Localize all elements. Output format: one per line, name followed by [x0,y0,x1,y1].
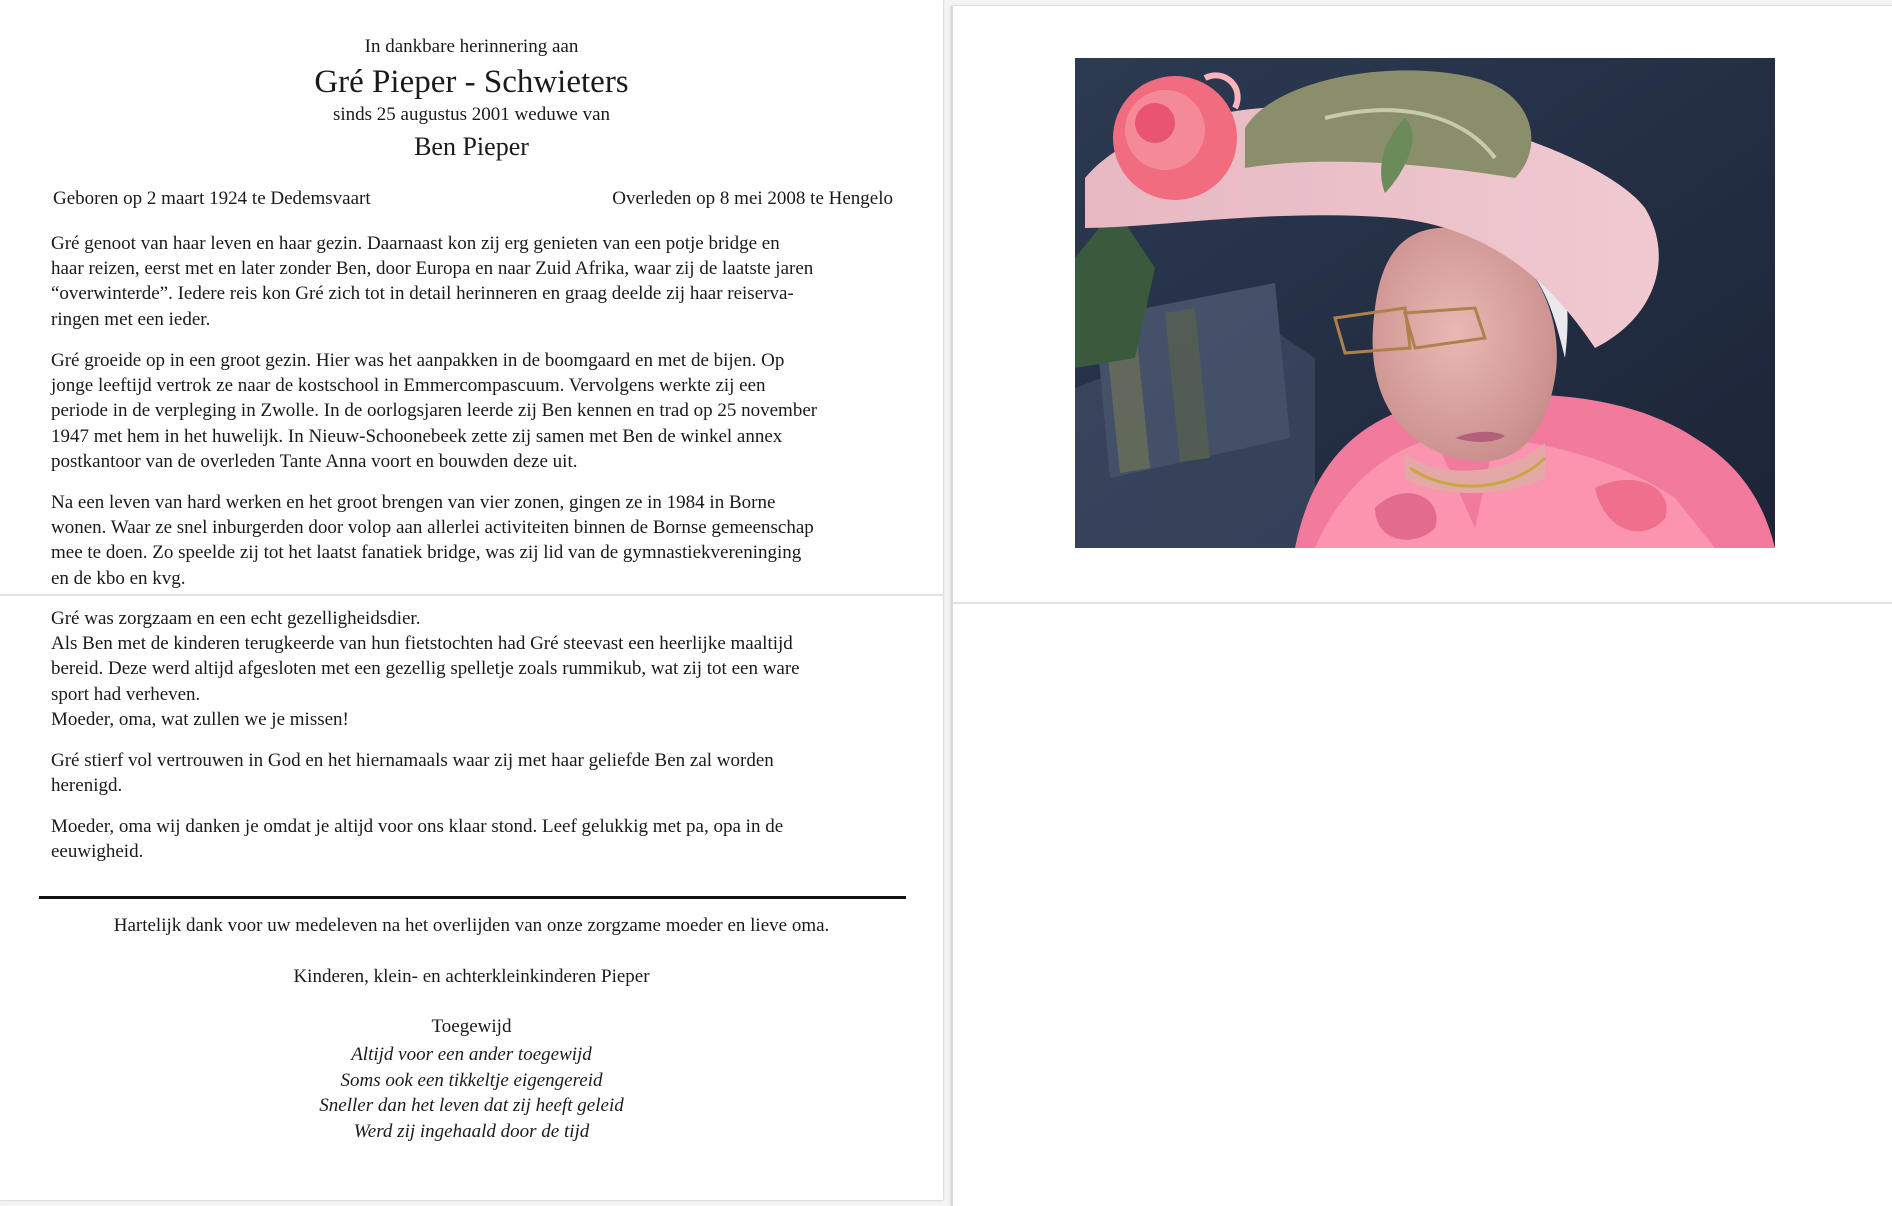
paragraph-line: Moeder, oma wij danken je omdat je altijd voor ons klaar stond. Leef gelukkig met pa, opa in de [51,816,784,837]
poem-line: Werd zij ingehaald door de tijd [353,1120,590,1142]
paragraph-line: postkantoor van de overleden Tante Anna voort en bouwden deze uit. [51,450,578,472]
paragraph-gratitude [51,814,895,864]
fold-line [953,602,1892,604]
paragraph-line: bereid. Deze werd altijd afgesloten met een gezellig spelletje zoals rummikub, wat zij tot een ware [51,658,800,680]
paragraph-line: periode in de verpleging in Zwolle. In de oorlogsjaren leerde zij Ben kennen en trad op 25 november [51,400,818,422]
portrait-photo-icon [1075,58,1775,548]
paragraph-line: 1947 met hem in het huwelijk. In Nieuw-Schoonebeek zette zij samen met Ben de winkel annex [51,425,783,447]
life-dates [53,188,893,210]
memorial-card-text-panel [0,0,943,1200]
memorial-card-photo-panel [951,6,1892,1206]
paragraph-line: Na een leven van hard werken en het groot brengen van vier zonen, gingen ze in 1984 in Borne [51,492,776,513]
paragraph-line: wonen. Waar ze snel inburgerden door volop aan allerlei activiteiten binnen de Bornse gemeenschap [51,517,814,539]
paragraph-line: “overwinterde”. Iedere reis kon Gré zich tot in detail herinneren en graag deelde zij haar reiserva- [51,283,794,305]
paragraph-character [51,606,895,732]
deceased-name: Gré Pieper - Schwieters [314,64,629,100]
paragraph-line: Moeder, oma, wat zullen we je missen! [51,708,349,730]
poem [0,1042,943,1144]
paragraph-line: eeuwigheid. [51,841,144,863]
paragraph-line: ringen met een ieder. [51,308,211,330]
intro-text: In dankbare herinnering aan [364,36,579,57]
paragraph-faith [51,748,895,798]
poem-title: Toegewijd [431,1016,512,1037]
paragraph-line: en de kbo en kvg. [51,567,186,589]
paragraph-line: sport had verheven. [51,683,201,705]
birth-date-text: Geboren op 2 maart 1924 te Dedemsvaart [53,188,371,209]
paragraph-line: jonge leeftijd vertrok ze naar de kostschool in Emmercompascuum. Vervolgens werkte zij een [51,375,766,397]
poem-line: Altijd voor een ander toegewijd [351,1044,592,1065]
paragraph-line: Gré groeide op in een groot gezin. Hier was het aanpakken in de boomgaard en met de bijen. Op [51,350,785,371]
paragraph-borne [51,490,895,591]
family-signature: Kinderen, klein- en achterkleinkinderen Pieper [293,966,650,987]
paragraph-line: mee te doen. Zo speelde zij tot het laatst fanatiek bridge, was zij lid van de gymnastiekvereninging [51,542,802,564]
poem-line: Sneller dan het leven dat zij heeft geleid [319,1095,624,1116]
fold-line [0,594,943,596]
death-date-text: Overleden op 8 mei 2008 te Hengelo [612,188,893,209]
paragraph-line: Gré genoot van haar leven en haar gezin. Daarnaast kon zij erg genieten van een potje bridge en [51,233,780,254]
paragraph-line: Als Ben met de kinderen terugkeerde van hun fietstochten had Gré steevast een heerlijke maaltijd [51,633,793,655]
widow-since-text: sinds 25 augustus 2001 weduwe van [332,104,611,125]
paragraph-youth [51,348,895,474]
paragraph-line: Gré stierf vol vertrouwen in God en het hiernamaals waar zij met haar geliefde Ben zal worden [51,750,774,771]
divider-rule [39,896,906,899]
partner-name: Ben Pieper [414,132,529,161]
poem-line: Soms ook een tikkeltje eigengereid [340,1069,603,1091]
paragraph-line: Gré was zorgzaam en een echt gezelligheidsdier. [51,608,421,629]
thanks-text: Hartelijk dank voor uw medeleven na het overlijden van onze zorgzame moeder en lieve oma. [113,915,830,936]
paragraph-hobbies [51,231,895,332]
paragraph-line: haar reizen, eerst met en later zonder Ben, door Europa en naar Zuid Afrika, waar zij de laatste jaren [51,258,814,280]
paragraph-line: herenigd. [51,775,123,797]
